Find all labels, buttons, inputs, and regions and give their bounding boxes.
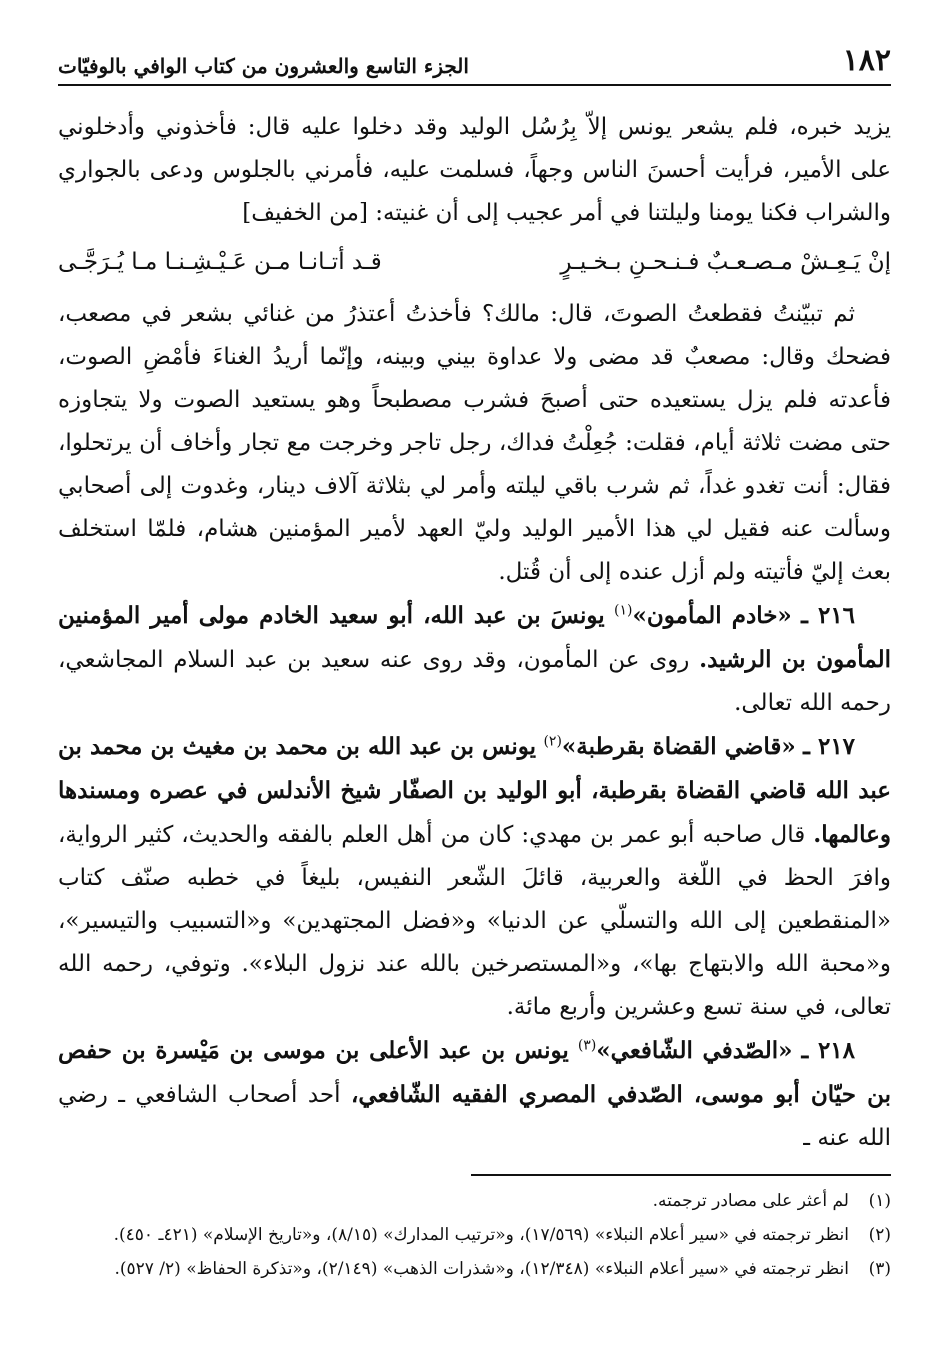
entry-name: يونس بن عبد الأعلى بن موسى بن مَيْسرة بن حفص بن حيّان أبو موسى، الصّدفي المصري الفقيه الشّافعي،	[58, 1037, 892, 1108]
footnote-2	[58, 1220, 891, 1250]
entry-name: يونس بن عبد الله بن محمد بن مغيث بن محمد بن عبد الله قاضي القضاة بقرطبة، أبو الوليد بن الصفّار شيخ الأندلس في عصره ومسندها وعالمها.	[58, 733, 892, 848]
entry-number: ٢١٨ ـ	[801, 1037, 855, 1064]
footnote-divider	[471, 1174, 891, 1176]
biography-entry-216	[58, 594, 891, 725]
footnote-ref: (١)	[614, 602, 633, 619]
entry-name: يونسَ بن عبد الله، أبو سعيد الخادم مولى أمير المؤمنين المأمون بن الرشيد.	[58, 602, 891, 673]
biography-entry-217	[58, 725, 891, 1029]
footnote-text: لم أعثر على مصادر ترجمته.	[652, 1191, 849, 1211]
page-number: ١٨٢	[842, 43, 891, 78]
entry-epithet: «قاضي القضاة بقرطبة»	[561, 733, 796, 760]
entry-text: أحد أصحاب الشافعي ـ رضي الله عنه ـ	[58, 1082, 891, 1151]
poem-verse	[58, 237, 891, 287]
main-text	[58, 106, 891, 1160]
footnote-1	[58, 1186, 891, 1216]
footnote-ref: (٣)	[577, 1037, 597, 1054]
footnote-3	[58, 1254, 891, 1284]
entry-epithet: «خادم المأمون»	[632, 602, 792, 629]
verse-second-hemistich: قـد أتـانـا مـن عَـيْـشِـنـا مـا يُـرَجَّـى	[58, 249, 382, 275]
paragraph: يزيد خبره، فلم يشعر يونس إلاّ بِرُسُل الوليد وقد دخلوا عليه قال: فأخذوني وأدخلوني على الأمير، فرأيت أحسنَ الناس وجهاً، فسلمت عليه، فأمرني بالجلوس ودعى بالجواري والشراب فكنا يومنا وليلتنا في أمر عجيب إلى أن غنيته: [من الخفيف]	[58, 114, 891, 226]
biography-entry-218	[58, 1029, 891, 1160]
footnote-number: (٣)	[868, 1259, 891, 1279]
entry-epithet: «الصّدفي الشّافعي»	[596, 1037, 793, 1064]
footnote-ref: (٢)	[543, 733, 562, 750]
footnote-number: (١)	[868, 1191, 891, 1211]
paragraph: ثم تبيّنتُ فقطعتُ الصوتَ، قال: مالك؟ فأخذتُ أعتذرُ من غنائي بشعر في مصعب، فضحك وقال: مصعبٌ قد مضى ولا عداوة بيني وبينه، وإنّما أريدُ الغناءَ فأمْضِ الصوت، فأعدته فلم يزل يستعيده حتى أصبحَ فشرب مصطبحاً وهو يستعيد الصوت ولا يتجاوزه حتى مضت ثلاثة أيام، فقلت: جُعِلْتُ فداك، رجل تاجر وخرجت مع تجار وأخاف أن يرتحلوا، فقال: أنت تغدو غداً، ثم شرب باقي ليلته وأمر لي بثلاثة آلاف دينار، وغدوت إلى أصحابي وسألت عنه فقيل لي هذا الأمير الوليد وليّ العهد لأمير المؤمنين هشام، فلمّا استخلف بعث إليّ فأتيته ولم أزل عنده إلى أن قُتل.	[58, 301, 892, 585]
footnote-number: (٢)	[868, 1225, 891, 1245]
entry-text: روى عن المأمون، وقد روى عنه سعيد بن عبد السلام المجاشعي، رحمه الله تعالى.	[58, 647, 891, 716]
footnote-text: انظر ترجمته في «سير أعلام النبلاء» (١٧/٥٦٩)، و«ترتيب المدارك» (٨/١٥)، و«تاريخ الإسلام» (٤٢١ـ ٤٥٠).	[113, 1225, 849, 1245]
page-header	[58, 36, 891, 86]
verse-first-hemistich: إنْ يَـعِـشْ مـصـعـبٌ فـنـحـنِ بـخـيـرٍ	[560, 249, 891, 275]
entry-number: ٢١٦ ـ	[801, 602, 856, 629]
entry-number: ٢١٧ ـ	[803, 733, 856, 760]
running-title: الجزء التاسع والعشرون من كتاب الوافي بالوفيّات	[58, 54, 469, 78]
footnotes	[58, 1186, 891, 1284]
entry-text: قال صاحبه أبو عمر بن مهدي: كان من أهل العلم بالفقه والحديث، كثير الرواية، وافرَ الحظ في اللّغة والعربية، قائلَ الشّعر النفيس، بليغاً في خطبه صنّف كتاب «المنقطعين إلى الله والتسلّي عن الدنيا» و«فضل المجتهدين» و«التسبيب والتيسير»، و«محبة الله والابتهاج بها»، و«المستصرخين بالله عند نزول البلاء». وتوفي، رحمه الله تعالى، في سنة تسع وعشرين وأربع مائة.	[58, 822, 891, 1020]
footnote-text: انظر ترجمته في «سير أعلام النبلاء» (١٢/٣٤٨)، و«شذرات الذهب» (٢/١٤٩)، و«تذكرة الحفاظ» (٢/ ٥٢٧).	[114, 1259, 849, 1279]
